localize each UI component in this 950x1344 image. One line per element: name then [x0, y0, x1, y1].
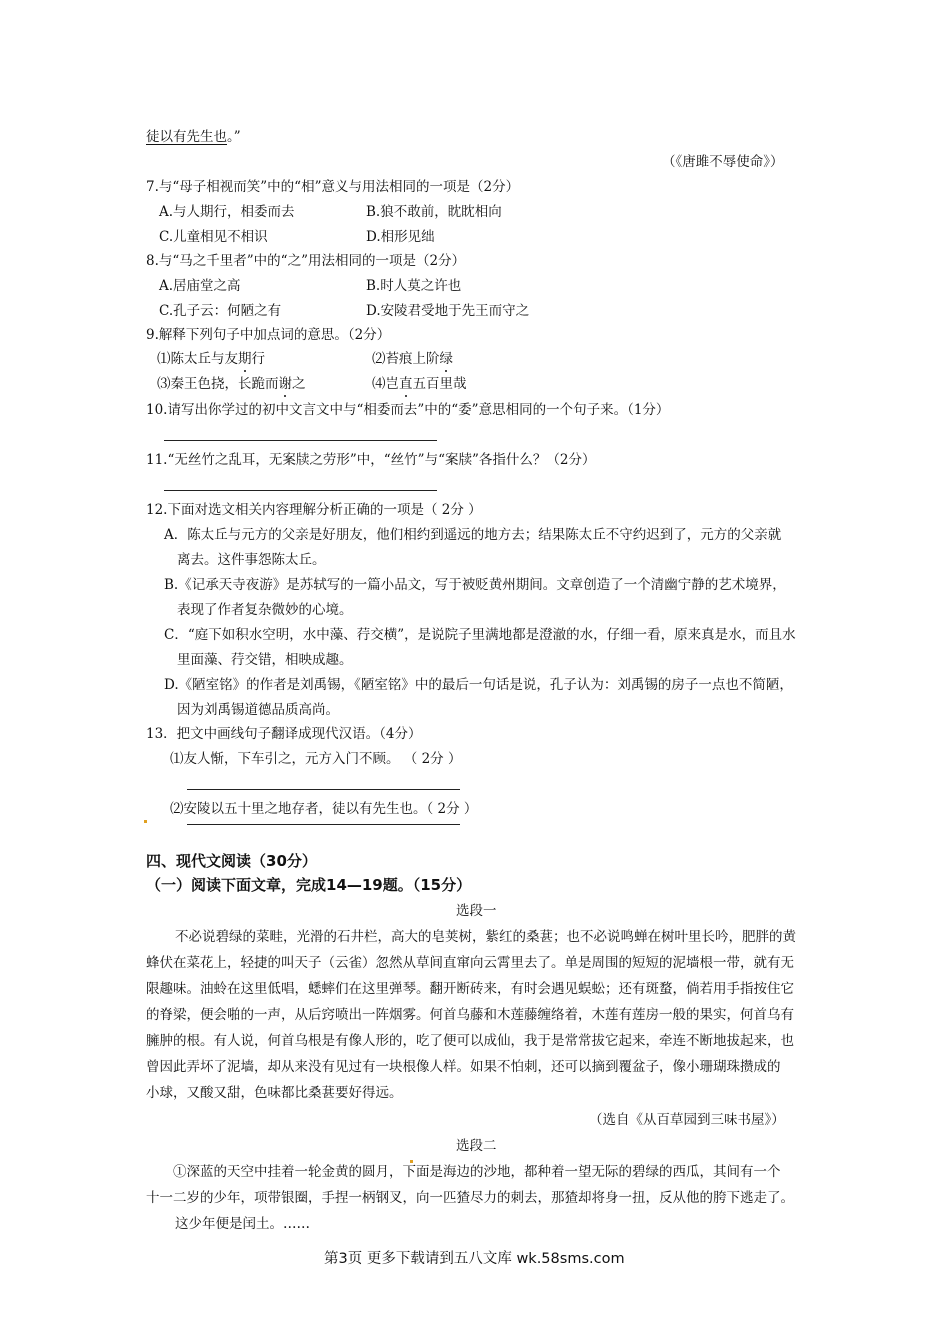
q7-option-b: B.狼不敢前，眈眈相向	[366, 204, 502, 220]
scan-speck	[410, 1160, 413, 1163]
q8-stem: 8.与“马之千里者”中的“之”用法相同的一项是（2分）	[146, 253, 466, 269]
q8-option-b: B.时人莫之许也	[366, 278, 462, 294]
q9-item-2: ⑵苔痕上阶绿	[372, 351, 453, 367]
q9-item-3: ⑶秦王色挠，长跪而谢之	[157, 376, 306, 392]
q10-stem: 10.请写出你学过的初中文言文中与“相委而去”中的“委”意思相同的一个句子来。（1分）	[146, 402, 670, 418]
dotted-word: 期	[238, 351, 252, 367]
dotted-word: 谢	[278, 376, 292, 392]
passage-source: （《唐雎不辱使命》）	[662, 154, 784, 170]
passage1-line: 的脊梁，便会啪的一声，从后窍喷出一阵烟雾。何首乌藤和木莲藤缠络着，木莲有莲房一般的果实，何首乌有	[146, 1007, 794, 1023]
passage2-line: ①深蓝的天空中挂着一轮金黄的圆月，下面是海边的沙地，都种着一望无际的碧绿的西瓜，其间有一个	[173, 1164, 781, 1180]
page-footer: 第3页 更多下载请到五八文库 wk.58sms.com	[324, 1251, 625, 1267]
q12-option-a-line2: 离去。这件事怨陈太丘。	[177, 552, 326, 568]
passage1-line: 小球，又酸又甜，色味都比桑葚要好得远。	[146, 1085, 403, 1101]
q8-option-a: A.居庙堂之高	[159, 278, 241, 294]
prev-passage-end: 徒以有先生也。”	[146, 129, 241, 145]
q13-stem: 13．把文中画线句子翻译成现代汉语。（4分）	[146, 726, 422, 742]
q13-sentence-1: ⑴友人惭，下车引之，元方入门不顾。 （ 2分 ）	[170, 751, 462, 767]
passage1-line: 蜂伏在菜花上，轻捷的叫天子（云雀）忽然从草间直窜向云霄里去了。单是周围的短短的泥墙根一带，就有无	[146, 955, 794, 971]
q13-answer-line-2[interactable]	[187, 824, 460, 825]
q12-stem: 12.下面对选文相关内容理解分析正确的一项是（ 2分 ）	[146, 502, 482, 518]
dotted-word: 绿	[439, 351, 453, 367]
q7-option-a: A.与人期行，相委而去	[159, 204, 295, 220]
section-title: 四、现代文阅读（30分）	[146, 852, 317, 870]
passage1-source: （选自《从百草园到三味书屋》）	[589, 1112, 785, 1128]
underlined-sentence-end: 徒以有先生也	[146, 129, 227, 145]
dotted-word: 直	[399, 376, 413, 392]
section-subtitle: （一）阅读下面文章，完成14—19题。（15分）	[146, 876, 472, 894]
q8-option-d: D.安陵君受地于先王而守之	[366, 303, 530, 319]
q12-option-a-line1: A．陈太丘与元方的父亲是好朋友，他们相约到遥远的地方去；结果陈太丘不守约迟到了，元方的父亲就	[164, 527, 782, 543]
q11-stem: 11.“无丝竹之乱耳，无案牍之劳形”中，“丝竹”与“案牍”各指什么？（2分）	[146, 452, 596, 468]
passage1-line: 限趣味。油蛉在这里低唱，蟋蟀们在这里弹琴。翻开断砖来，有时会遇见蜈蚣；还有斑蝥，倘若用手指按住它	[146, 981, 794, 997]
q10-answer-line[interactable]	[164, 440, 437, 441]
q7-option-d: D.相形见绌	[366, 229, 435, 245]
scan-speck	[144, 820, 147, 823]
q12-option-b-line1: B.《记承天寺夜游》是苏轼写的一篇小品文，写于被贬黄州期间。文章创造了一个清幽宁静的艺术境界，	[164, 577, 786, 593]
passage2-title: 选段二	[456, 1138, 497, 1154]
q12-option-d-line1: D.《陋室铭》的作者是刘禹锡，《陋室铭》中的最后一句话是说，孔子认为：刘禹锡的房子一点也不简陋，	[164, 677, 793, 693]
q12-option-c-line1: C．“庭下如积水空明，水中藻、荇交横”，是说院子里满地都是澄澈的水，仔细一看，原来真是水，而且水	[164, 627, 796, 643]
passage1-line: 曾因此弄坏了泥墙，却从来没有见过有一块根像人样。如果不怕刺，还可以摘到覆盆子，像小珊瑚珠攒成的	[146, 1059, 781, 1075]
q9-item-1: ⑴陈太丘与友期行	[157, 351, 265, 367]
q13-sentence-2: ⑵安陵以五十里之地存者，徒以有先生也。（ 2分 ）	[170, 801, 478, 817]
passage2-line: 十一二岁的少年，项带银圈，手捏一柄钢叉，向一匹猹尽力的刺去，那猹却将身一扭，反从他的胯下逃走了。	[146, 1190, 794, 1206]
q7-option-c: C.儿童相见不相识	[159, 229, 268, 245]
q8-option-c: C.孔子云：何陋之有	[159, 303, 282, 319]
passage1-line: 臃肿的根。有人说，何首乌根是有像人形的，吃了便可以成仙，我于是常常拔它起来，牵连不断地拔起来，也	[146, 1033, 794, 1049]
q9-stem: 9.解释下列句子中加点词的意思。（2分）	[146, 327, 391, 343]
q13-answer-line-1[interactable]	[187, 789, 460, 790]
passage1-title: 选段一	[456, 903, 497, 919]
q9-item-4: ⑷岂直五百里哉	[372, 376, 467, 392]
q7-stem: 7.与“母子相视而笑”中的“相”意义与用法相同的一项是（2分）	[146, 179, 520, 195]
q12-option-c-line2: 里面藻、荇交错，相映成趣。	[177, 652, 353, 668]
q12-option-b-line2: 表现了作者复杂微妙的心境。	[177, 602, 353, 618]
passage2-line: 这少年便是闰土。……	[175, 1216, 310, 1232]
q11-answer-line[interactable]	[164, 490, 437, 491]
q12-option-d-line2: 因为刘禹锡道德品质高尚。	[177, 702, 339, 718]
passage1-line: 不必说碧绿的菜畦，光滑的石井栏，高大的皂荚树，紫红的桑葚；也不必说鸣蝉在树叶里长吟，肥胖的黄	[175, 929, 796, 945]
